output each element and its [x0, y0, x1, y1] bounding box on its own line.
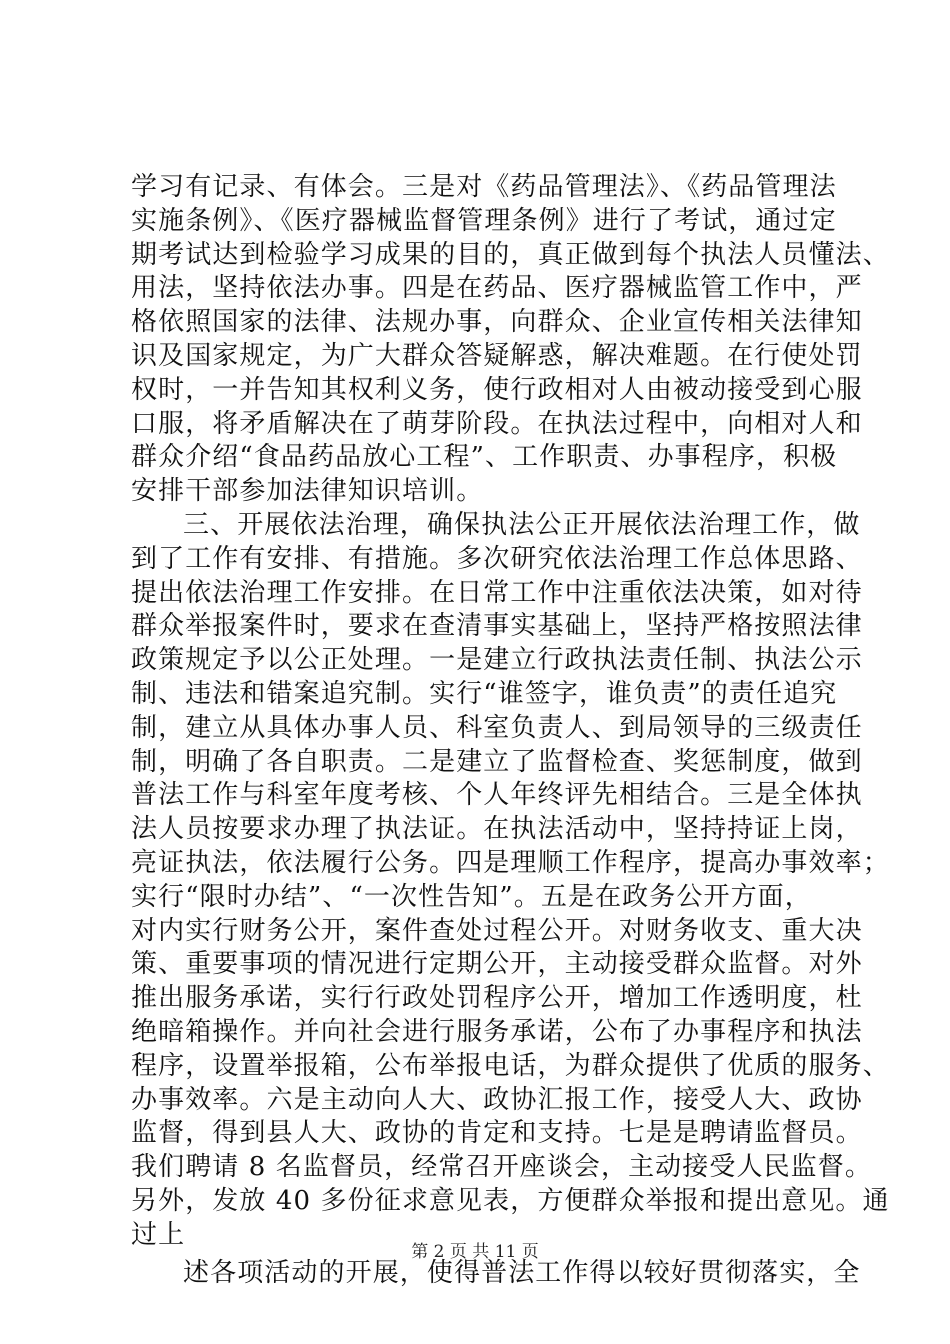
text-line: 另外，发放 40 多份征求意见表，方便群众举报和提出意见。通: [131, 1185, 890, 1216]
text-line: 识及国家规定，为广大群众答疑解惑，解决难题。在行使处罚: [131, 340, 863, 371]
text-line: 格依照国家的法律、法规办事，向群众、企业宣传相关法律知: [131, 307, 863, 338]
text-line: 程序，设置举报箱，公布举报电话，为群众提供了优质的服务、: [131, 1050, 890, 1081]
text-line: 推出服务承诺，实行行政处罚程序公开，增加工作透明度，杜: [131, 983, 863, 1014]
text-line: 到了工作有安排、有措施。多次研究依法治理工作总体思路、: [131, 543, 863, 574]
text-line: 口服，将矛盾解决在了萌芽阶段。在执法过程中，向相对人和: [131, 408, 863, 439]
text-line: 述各项活动的开展，使得普法工作得以较好贯彻落实，全: [183, 1257, 861, 1288]
text-line: 对内实行财务公开，案件查处过程公开。对财务收支、重大决: [131, 915, 863, 946]
text-line: 实施条例》、《医疗器械监督管理条例》进行了考试，通过定: [131, 205, 837, 236]
text-line: 绝暗箱操作。并向社会进行服务承诺，公布了办事程序和执法: [131, 1016, 863, 1047]
text-line: 办事效率。六是主动向人大、政协汇报工作，接受人大、政协: [131, 1084, 863, 1115]
page-number-footer: 第 2 页 共 11 页: [411, 1242, 539, 1262]
text-line: 过上: [131, 1219, 186, 1250]
text-line: 提出依法治理工作安排。在日常工作中注重依法决策，如对待: [131, 577, 863, 608]
text-line: 制，明确了各自职责。二是建立了监督检查、奖惩制度，做到: [131, 746, 863, 777]
text-line: 用法，坚持依法办事。四是在药品、医疗器械监管工作中，严: [131, 273, 863, 304]
text-line: 三、开展依法治理，确保执法公正开展依法治理工作，做: [183, 509, 861, 540]
text-line: 法人员按要求办理了执法证。在执法活动中，坚持持证上岗，: [131, 814, 863, 845]
text-line: 群众介绍“食品药品放心工程”、工作职责、办事程序，积极: [131, 442, 838, 473]
text-line: 制，建立从具体办事人员、科室负责人、到局领导的三级责任: [131, 712, 863, 743]
text-line: 期考试达到检验学习成果的目的，真正做到每个执法人员懂法、: [131, 239, 890, 270]
text-line: 实行“限时办结”、“一次性告知”。五是在政务公开方面，: [131, 881, 812, 912]
text-line: 权时，一并告知其权利义务，使行政相对人由被动接受到心服: [131, 374, 863, 405]
text-line: 亮证执法，依法履行公务。四是理顺工作程序，提高办事效率；: [131, 847, 890, 878]
text-line: 我们聘请 8 名监督员，经常召开座谈会，主动接受人民监督。: [131, 1152, 872, 1183]
text-line: 普法工作与科室年度考核、个人年终评先相结合。三是全体执: [131, 780, 863, 811]
document-body: [131, 171, 890, 1290]
text-line: 安排干部参加法律知识培训。: [131, 476, 484, 507]
text-line: 监督，得到县人大、政协的肯定和支持。七是是聘请监督员。: [131, 1118, 863, 1149]
text-line: 策、重要事项的情况进行定期公开，主动接受群众监督。对外: [131, 949, 863, 980]
text-line: 制、违法和错案追究制。实行“谁签字，谁负责”的责任追究: [131, 678, 838, 709]
text-line: 群众举报案件时，要求在查清事实基础上，坚持严格按照法律: [131, 611, 863, 642]
text-line: 政策规定予以公正处理。一是建立行政执法责任制、执法公示: [131, 645, 863, 676]
text-line: 学习有记录、有体会。三是对《药品管理法》、《药品管理法: [131, 172, 837, 202]
